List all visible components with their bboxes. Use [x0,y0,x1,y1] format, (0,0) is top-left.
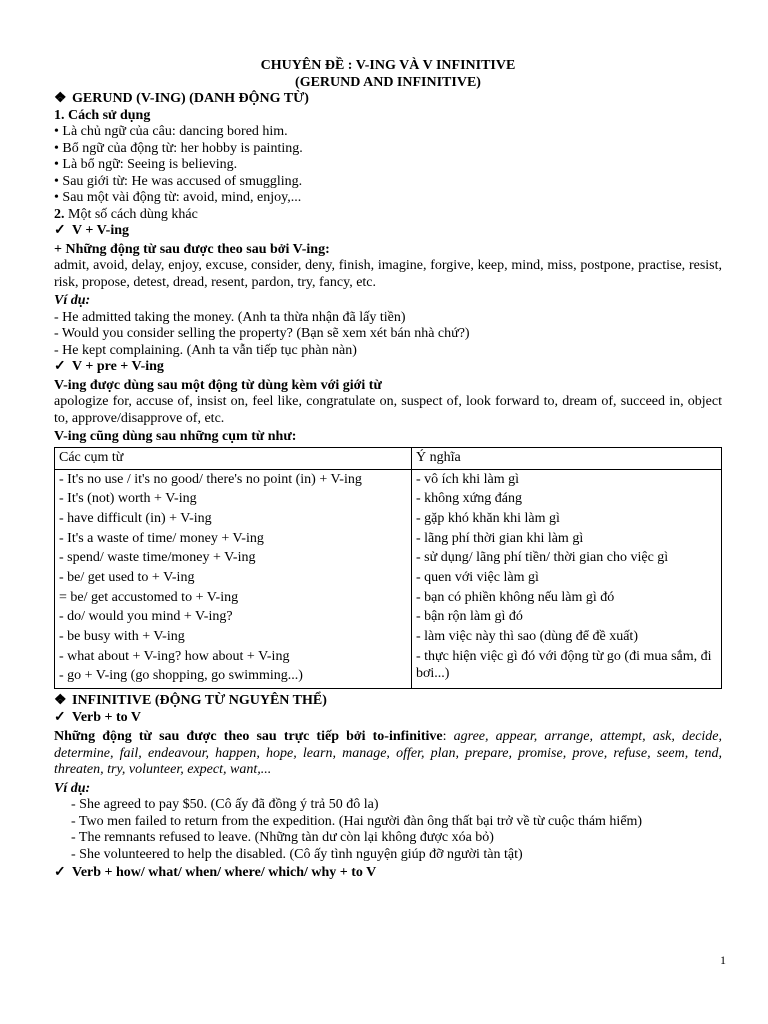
usage-title: 1. Cách sử dụng [54,107,151,123]
verb-to-v-title: Những động từ sau được theo sau trực tiếp bởi to-infinitive [54,729,443,745]
page-title: CHUYÊN ĐỀ : V-ING VÀ V INFINITIVE [260,58,516,73]
example-line: - She agreed to pay $50. (Cô ấy đã đồng ý trả 50 đô la) [71,797,379,813]
phrase-item: - go + V-ing (go shopping, go swimming...) [59,668,303,684]
gerund-heading: ❖ GERUND (V-ING) (DANH ĐỘNG TỪ) [54,91,309,106]
phrase-item: - It's a waste of time/ money + V-ing [59,530,264,546]
meaning-item: - vô ích khi làm gì [416,471,520,487]
v-pre-ving-heading: ✓ V + pre + V-ing [54,359,164,374]
phrase-item: - It's no use / it's no good/ there's no point (in) + V-ing [59,471,362,487]
phrases-column [55,469,412,689]
meaning-item: - bạn có phiền không nếu làm gì đó [416,589,615,605]
v-ving-heading: ✓ V + V-ing [54,223,129,238]
list-item: • Là bổ ngữ: Seeing is believing. [54,157,238,172]
list-item: • Là chủ ngữ của câu: dancing bored him. [54,124,288,139]
verb-wh-to-v-heading: ✓ Verb + how/ what/ when/ where/ which/ why + to V [54,865,377,881]
meaning-item: - quen với việc làm gì [416,569,539,585]
v-ving-verbs-title: + Những động từ sau được theo sau bởi V-ing: [54,241,330,257]
infinitive-heading: ❖ INFINITIVE (ĐỘNG TỪ NGUYÊN THỂ) [54,693,327,709]
document-page [54,58,722,882]
meaning-item: - thực hiện việc gì đó với động từ go (đi mua sắm, đi bơi...) [416,648,712,681]
verb-to-v-heading: ✓ Verb + to V [54,709,142,725]
meaning-item: - gặp khó khăn khi làm gì [416,510,560,526]
meaning-item: - làm việc này thì sao (dùng để đề xuất) [416,629,638,644]
example-line: - Would you consider selling the property? (Bạn sẽ xem xét bán nhà chứ?) [54,326,470,341]
table-header-row [55,447,722,469]
table-header-phrases: Các cụm từ [55,447,412,469]
page-number: 1 [720,953,726,967]
verb-to-v-paragraph: Những động từ sau được theo sau trực tiếp bởi to-infinitive: agree, appear, arrange, attempt, ask, decide, determine, fail, endeavour, happen, hope, learn, manage, offer, plan, prepare, promise, prove, refuse, seem, tend, threaten, try, volunteer, expect, want,... [54,729,723,778]
phrase-item: = be/ get accustomed to + V-ing [59,589,239,605]
phrase-item: - be/ get used to + V-ing [59,569,195,585]
example-line: - He admitted taking the money. (Anh ta thừa nhận đã lấy tiền) [54,309,406,325]
meaning-item: - lãng phí thời gian khi làm gì [416,530,584,546]
meaning-item: - bận rộn làm gì đó [416,609,523,625]
page-subtitle: (GERUND AND INFINITIVE) [295,74,481,90]
diamond-bullet-icon: ❖ [54,693,67,709]
phrase-item: - spend/ waste time/money + V-ing [59,550,256,566]
example-title: Ví dụ: [54,293,91,308]
v-pre-ving-verbs: apologize for, accuse of, insist on, feel like, congratulate on, suspect of, look forward to, dream of, succeed in, object to, approve/disapprove of, etc. [54,394,722,426]
phrase-item: - what about + V-ing? how about + V-ing [59,648,290,664]
v-pre-ving-title: V-ing được dùng sau một động từ dùng kèm với giới từ [54,377,382,393]
example-line: - He kept complaining. (Anh ta vẫn tiếp tục phàn nàn) [54,342,357,358]
phrases-table [54,447,722,690]
v-ving-verbs: admit, avoid, delay, enjoy, excuse, consider, deny, finish, imagine, forgive, keep, mind, miss, postpone, practise, resist, risk, propose, detest, dread, resent, pardon, try, fancy, etc. [54,258,722,290]
meanings-column [412,469,722,689]
phrase-item: - have difficult (in) + V-ing [59,510,212,526]
verb-to-v-verbs: agree, appear, arrange, attempt, ask, decide, determine, fail, endeavour, happen, hope, learn, manage, offer, plan, prepare, promise, prove, refuse, seem, tend, threaten, try, volunteer, expect, want,... [54,729,723,778]
list-item: • Sau một vài động từ: avoid, mind, enjoy,... [54,190,302,205]
table-header-meaning: Ý nghĩa [412,447,722,469]
example-line: - The remnants refused to leave. (Những tàn dư còn lại không được xóa bỏ) [71,830,494,846]
table-row [55,469,722,689]
list-item: • Bổ ngữ của động từ: her hobby is painting. [54,140,303,156]
phrases-title: V-ing cũng dùng sau những cụm từ như: [54,429,297,444]
example-title: Ví dụ: [54,780,91,796]
phrase-item: - It's (not) worth + V-ing [59,491,197,507]
check-mark-icon: ✓ [54,223,66,238]
example-line: - Two men failed to return from the expedition. (Hai người đàn ông thất bại trở về từ cuộc thám hiểm) [71,813,643,829]
other-uses-title: 2. Một số cách dùng khác [54,206,198,222]
diamond-bullet-icon: ❖ [54,91,67,106]
meaning-item: - sử dụng/ lãng phí tiền/ thời gian cho việc gì [416,550,669,566]
example-line: - She volunteered to help the disabled. (Cô ấy tình nguyện giúp đỡ người tàn tật) [71,846,523,862]
check-mark-icon: ✓ [54,359,66,374]
list-item: • Sau giới từ: He was accused of smuggling. [54,173,303,189]
phrase-item: - be busy with + V-ing [59,629,185,644]
phrase-item: - do/ would you mind + V-ing? [59,609,233,625]
usage-list [54,124,722,207]
check-mark-icon: ✓ [54,709,66,725]
meaning-item: - không xứng đáng [416,491,522,507]
check-mark-icon: ✓ [54,865,66,881]
